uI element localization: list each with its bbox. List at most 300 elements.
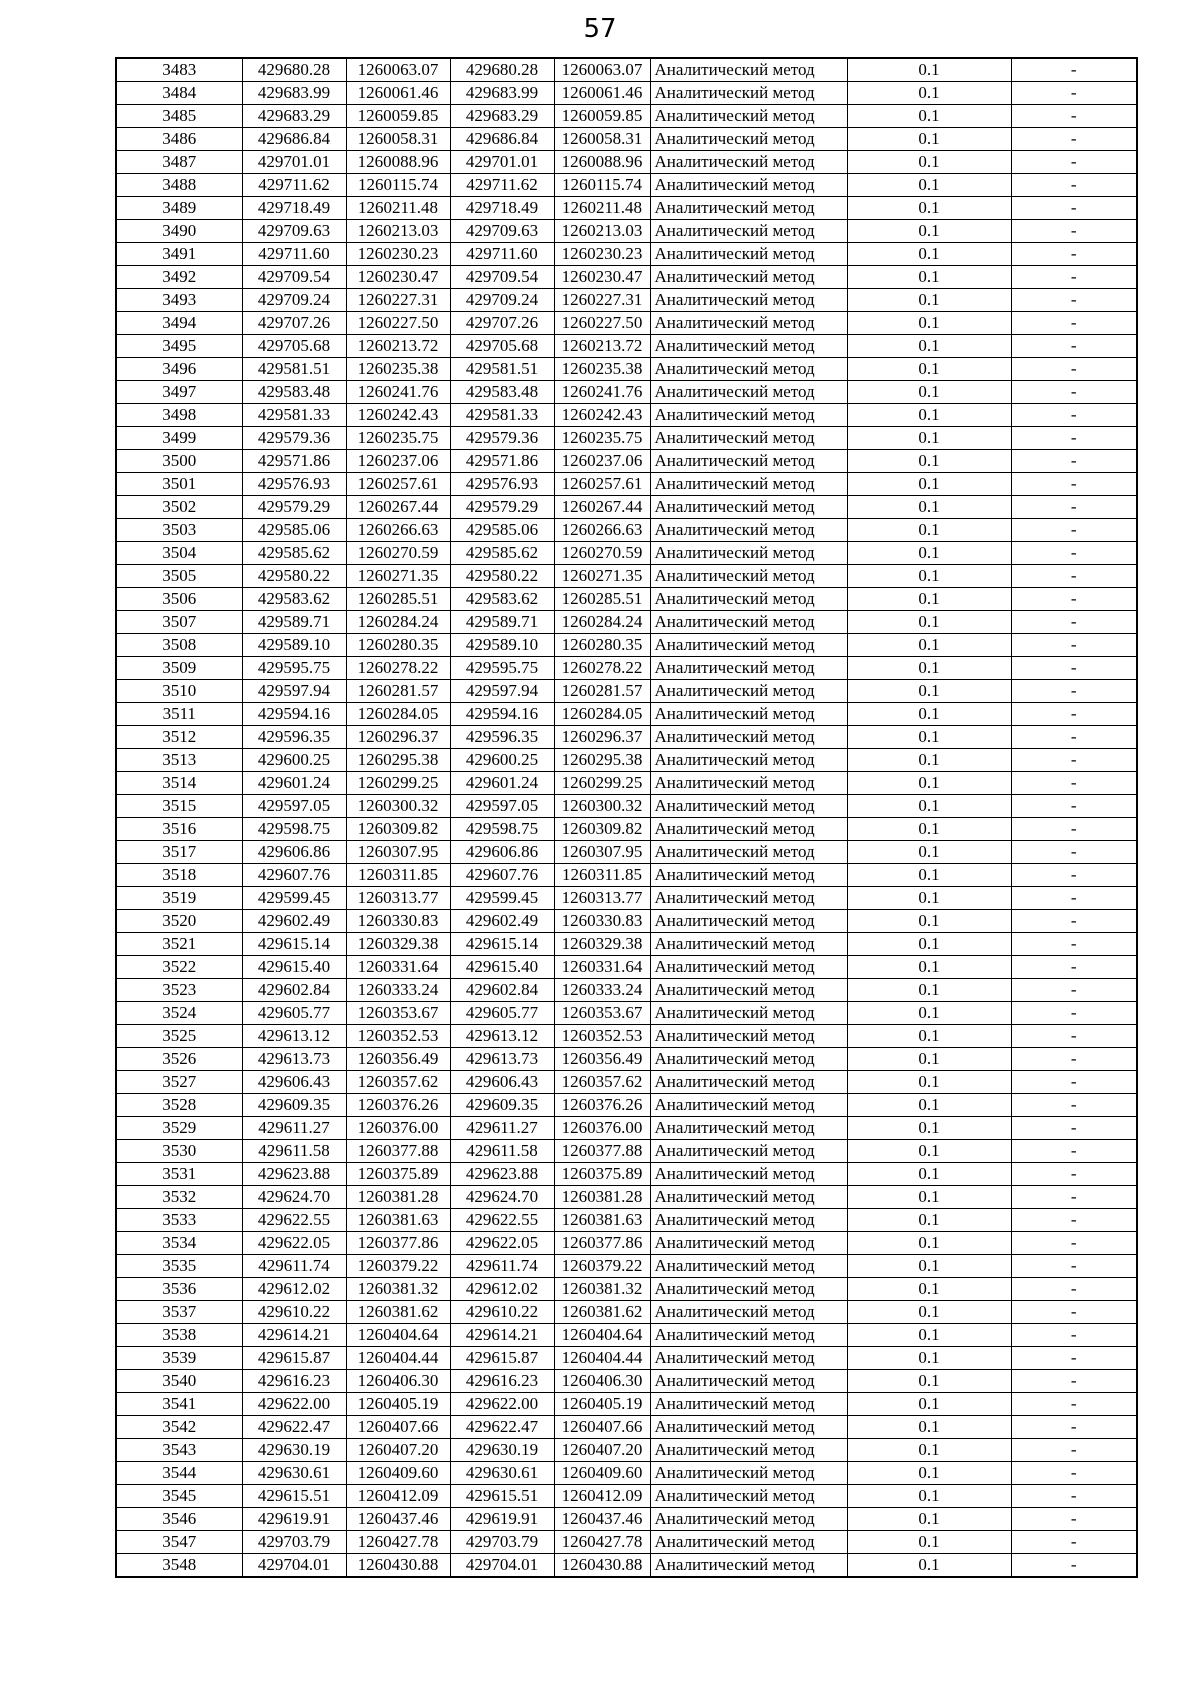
precision-cell: 0.1: [847, 565, 1011, 588]
y-old-cell: 1260257.61: [346, 473, 450, 496]
precision-cell: 0.1: [847, 795, 1011, 818]
point-number-cell: 3528: [116, 1094, 242, 1117]
precision-cell: 0.1: [847, 1278, 1011, 1301]
point-number-cell: 3543: [116, 1439, 242, 1462]
y-new-cell: 1260227.31: [554, 289, 650, 312]
point-number-cell: 3545: [116, 1485, 242, 1508]
point-number-cell: 3499: [116, 427, 242, 450]
precision-cell: 0.1: [847, 1347, 1011, 1370]
y-new-cell: 1260230.23: [554, 243, 650, 266]
precision-cell: 0.1: [847, 1462, 1011, 1485]
y-old-cell: 1260353.67: [346, 1002, 450, 1025]
method-cell: Аналитический метод: [650, 1186, 847, 1209]
y-old-cell: 1260331.64: [346, 956, 450, 979]
note-cell: -: [1011, 1508, 1137, 1531]
precision-cell: 0.1: [847, 979, 1011, 1002]
point-number-cell: 3508: [116, 634, 242, 657]
note-cell: -: [1011, 657, 1137, 680]
point-number-cell: 3541: [116, 1393, 242, 1416]
x-old-cell: 429711.62: [242, 174, 346, 197]
y-new-cell: 1260271.35: [554, 565, 650, 588]
x-old-cell: 429613.73: [242, 1048, 346, 1071]
x-new-cell: 429606.43: [450, 1071, 554, 1094]
note-cell: -: [1011, 979, 1137, 1002]
y-new-cell: 1260267.44: [554, 496, 650, 519]
table-row: [116, 1117, 1137, 1140]
note-cell: -: [1011, 404, 1137, 427]
point-number-cell: 3495: [116, 335, 242, 358]
y-old-cell: 1260063.07: [346, 58, 450, 82]
method-cell: Аналитический метод: [650, 1163, 847, 1186]
point-number-cell: 3524: [116, 1002, 242, 1025]
x-new-cell: 429718.49: [450, 197, 554, 220]
point-number-cell: 3484: [116, 82, 242, 105]
note-cell: -: [1011, 427, 1137, 450]
y-new-cell: 1260405.19: [554, 1393, 650, 1416]
y-old-cell: 1260379.22: [346, 1255, 450, 1278]
y-new-cell: 1260266.63: [554, 519, 650, 542]
y-old-cell: 1260058.31: [346, 128, 450, 151]
y-new-cell: 1260376.26: [554, 1094, 650, 1117]
method-cell: Аналитический метод: [650, 864, 847, 887]
y-new-cell: 1260241.76: [554, 381, 650, 404]
x-old-cell: 429686.84: [242, 128, 346, 151]
note-cell: -: [1011, 58, 1137, 82]
note-cell: -: [1011, 1002, 1137, 1025]
point-number-cell: 3509: [116, 657, 242, 680]
x-old-cell: 429622.05: [242, 1232, 346, 1255]
y-old-cell: 1260377.86: [346, 1232, 450, 1255]
precision-cell: 0.1: [847, 1508, 1011, 1531]
point-number-cell: 3538: [116, 1324, 242, 1347]
point-number-cell: 3493: [116, 289, 242, 312]
note-cell: -: [1011, 956, 1137, 979]
table-row: [116, 1301, 1137, 1324]
x-new-cell: 429616.23: [450, 1370, 554, 1393]
note-cell: -: [1011, 910, 1137, 933]
method-cell: Аналитический метод: [650, 1140, 847, 1163]
note-cell: -: [1011, 128, 1137, 151]
x-new-cell: 429613.73: [450, 1048, 554, 1071]
precision-cell: 0.1: [847, 542, 1011, 565]
table-row: [116, 1324, 1137, 1347]
precision-cell: 0.1: [847, 1071, 1011, 1094]
table-row: [116, 82, 1137, 105]
method-cell: Аналитический метод: [650, 1232, 847, 1255]
y-new-cell: 1260437.46: [554, 1508, 650, 1531]
note-cell: -: [1011, 151, 1137, 174]
y-new-cell: 1260284.05: [554, 703, 650, 726]
x-new-cell: 429606.86: [450, 841, 554, 864]
x-new-cell: 429597.94: [450, 680, 554, 703]
x-old-cell: 429585.06: [242, 519, 346, 542]
y-new-cell: 1260353.67: [554, 1002, 650, 1025]
precision-cell: 0.1: [847, 450, 1011, 473]
table-row: [116, 404, 1137, 427]
precision-cell: 0.1: [847, 381, 1011, 404]
y-old-cell: 1260211.48: [346, 197, 450, 220]
point-number-cell: 3548: [116, 1554, 242, 1578]
y-old-cell: 1260330.83: [346, 910, 450, 933]
x-new-cell: 429585.62: [450, 542, 554, 565]
point-number-cell: 3513: [116, 749, 242, 772]
y-old-cell: 1260266.63: [346, 519, 450, 542]
note-cell: -: [1011, 1140, 1137, 1163]
point-number-cell: 3547: [116, 1531, 242, 1554]
y-old-cell: 1260284.05: [346, 703, 450, 726]
note-cell: -: [1011, 680, 1137, 703]
point-number-cell: 3533: [116, 1209, 242, 1232]
x-old-cell: 429605.77: [242, 1002, 346, 1025]
x-new-cell: 429624.70: [450, 1186, 554, 1209]
x-new-cell: 429581.51: [450, 358, 554, 381]
note-cell: -: [1011, 1370, 1137, 1393]
method-cell: Аналитический метод: [650, 933, 847, 956]
note-cell: -: [1011, 772, 1137, 795]
point-number-cell: 3496: [116, 358, 242, 381]
point-number-cell: 3489: [116, 197, 242, 220]
note-cell: -: [1011, 1209, 1137, 1232]
method-cell: Аналитический метод: [650, 565, 847, 588]
x-old-cell: 429703.79: [242, 1531, 346, 1554]
precision-cell: 0.1: [847, 703, 1011, 726]
y-new-cell: 1260300.32: [554, 795, 650, 818]
x-new-cell: 429611.27: [450, 1117, 554, 1140]
note-cell: -: [1011, 634, 1137, 657]
table-row: [116, 473, 1137, 496]
method-cell: Аналитический метод: [650, 519, 847, 542]
note-cell: -: [1011, 197, 1137, 220]
method-cell: Аналитический метод: [650, 473, 847, 496]
y-new-cell: 1260376.00: [554, 1117, 650, 1140]
y-old-cell: 1260300.32: [346, 795, 450, 818]
precision-cell: 0.1: [847, 58, 1011, 82]
y-new-cell: 1260375.89: [554, 1163, 650, 1186]
precision-cell: 0.1: [847, 1439, 1011, 1462]
table-row: [116, 1393, 1137, 1416]
x-new-cell: 429615.14: [450, 933, 554, 956]
y-new-cell: 1260330.83: [554, 910, 650, 933]
x-new-cell: 429705.68: [450, 335, 554, 358]
table-row: [116, 1347, 1137, 1370]
y-new-cell: 1260227.50: [554, 312, 650, 335]
y-new-cell: 1260213.72: [554, 335, 650, 358]
point-number-cell: 3527: [116, 1071, 242, 1094]
precision-cell: 0.1: [847, 220, 1011, 243]
y-new-cell: 1260270.59: [554, 542, 650, 565]
y-old-cell: 1260376.00: [346, 1117, 450, 1140]
table-row: [116, 58, 1137, 82]
point-number-cell: 3494: [116, 312, 242, 335]
point-number-cell: 3520: [116, 910, 242, 933]
x-new-cell: 429615.87: [450, 1347, 554, 1370]
note-cell: -: [1011, 450, 1137, 473]
note-cell: -: [1011, 933, 1137, 956]
y-old-cell: 1260213.03: [346, 220, 450, 243]
y-old-cell: 1260296.37: [346, 726, 450, 749]
method-cell: Аналитический метод: [650, 772, 847, 795]
note-cell: -: [1011, 1048, 1137, 1071]
y-old-cell: 1260333.24: [346, 979, 450, 1002]
note-cell: -: [1011, 105, 1137, 128]
y-new-cell: 1260285.51: [554, 588, 650, 611]
x-old-cell: 429610.22: [242, 1301, 346, 1324]
y-new-cell: 1260061.46: [554, 82, 650, 105]
note-cell: -: [1011, 1255, 1137, 1278]
point-number-cell: 3487: [116, 151, 242, 174]
method-cell: Аналитический метод: [650, 726, 847, 749]
x-old-cell: 429683.99: [242, 82, 346, 105]
note-cell: -: [1011, 312, 1137, 335]
x-new-cell: 429612.02: [450, 1278, 554, 1301]
precision-cell: 0.1: [847, 151, 1011, 174]
x-old-cell: 429607.76: [242, 864, 346, 887]
precision-cell: 0.1: [847, 1416, 1011, 1439]
x-new-cell: 429613.12: [450, 1025, 554, 1048]
x-new-cell: 429599.45: [450, 887, 554, 910]
method-cell: Аналитический метод: [650, 312, 847, 335]
method-cell: Аналитический метод: [650, 634, 847, 657]
method-cell: Аналитический метод: [650, 588, 847, 611]
x-new-cell: 429686.84: [450, 128, 554, 151]
y-old-cell: 1260381.62: [346, 1301, 450, 1324]
y-new-cell: 1260213.03: [554, 220, 650, 243]
precision-cell: 0.1: [847, 1232, 1011, 1255]
point-number-cell: 3539: [116, 1347, 242, 1370]
table-row: [116, 864, 1137, 887]
method-cell: Аналитический метод: [650, 1370, 847, 1393]
table-row: [116, 542, 1137, 565]
point-number-cell: 3536: [116, 1278, 242, 1301]
x-new-cell: 429585.06: [450, 519, 554, 542]
y-old-cell: 1260227.50: [346, 312, 450, 335]
x-new-cell: 429622.55: [450, 1209, 554, 1232]
y-old-cell: 1260377.88: [346, 1140, 450, 1163]
precision-cell: 0.1: [847, 910, 1011, 933]
precision-cell: 0.1: [847, 588, 1011, 611]
x-new-cell: 429703.79: [450, 1531, 554, 1554]
y-new-cell: 1260059.85: [554, 105, 650, 128]
table-row: [116, 956, 1137, 979]
y-old-cell: 1260270.59: [346, 542, 450, 565]
y-new-cell: 1260284.24: [554, 611, 650, 634]
y-old-cell: 1260115.74: [346, 174, 450, 197]
y-old-cell: 1260376.26: [346, 1094, 450, 1117]
precision-cell: 0.1: [847, 289, 1011, 312]
y-old-cell: 1260311.85: [346, 864, 450, 887]
method-cell: Аналитический метод: [650, 1508, 847, 1531]
precision-cell: 0.1: [847, 1186, 1011, 1209]
table-row: [116, 1025, 1137, 1048]
y-new-cell: 1260381.28: [554, 1186, 650, 1209]
table-row: [116, 772, 1137, 795]
table-row: [116, 151, 1137, 174]
table-row: [116, 243, 1137, 266]
table-row: [116, 1094, 1137, 1117]
x-new-cell: 429680.28: [450, 58, 554, 82]
note-cell: -: [1011, 473, 1137, 496]
x-new-cell: 429683.99: [450, 82, 554, 105]
x-new-cell: 429580.22: [450, 565, 554, 588]
table-row: [116, 657, 1137, 680]
y-old-cell: 1260357.62: [346, 1071, 450, 1094]
method-cell: Аналитический метод: [650, 1485, 847, 1508]
precision-cell: 0.1: [847, 1025, 1011, 1048]
x-new-cell: 429581.33: [450, 404, 554, 427]
x-old-cell: 429630.19: [242, 1439, 346, 1462]
y-new-cell: 1260237.06: [554, 450, 650, 473]
precision-cell: 0.1: [847, 496, 1011, 519]
table-row: [116, 1462, 1137, 1485]
y-new-cell: 1260331.64: [554, 956, 650, 979]
point-number-cell: 3511: [116, 703, 242, 726]
x-old-cell: 429611.74: [242, 1255, 346, 1278]
table-row: [116, 427, 1137, 450]
x-new-cell: 429589.71: [450, 611, 554, 634]
precision-cell: 0.1: [847, 197, 1011, 220]
x-old-cell: 429711.60: [242, 243, 346, 266]
y-new-cell: 1260357.62: [554, 1071, 650, 1094]
point-number-cell: 3544: [116, 1462, 242, 1485]
precision-cell: 0.1: [847, 1531, 1011, 1554]
point-number-cell: 3540: [116, 1370, 242, 1393]
y-old-cell: 1260352.53: [346, 1025, 450, 1048]
precision-cell: 0.1: [847, 680, 1011, 703]
y-old-cell: 1260235.75: [346, 427, 450, 450]
method-cell: Аналитический метод: [650, 1324, 847, 1347]
note-cell: -: [1011, 1416, 1137, 1439]
y-old-cell: 1260088.96: [346, 151, 450, 174]
precision-cell: 0.1: [847, 1255, 1011, 1278]
method-cell: Аналитический метод: [650, 220, 847, 243]
y-old-cell: 1260281.57: [346, 680, 450, 703]
x-new-cell: 429704.01: [450, 1554, 554, 1578]
y-old-cell: 1260061.46: [346, 82, 450, 105]
x-old-cell: 429589.71: [242, 611, 346, 634]
y-new-cell: 1260278.22: [554, 657, 650, 680]
precision-cell: 0.1: [847, 1324, 1011, 1347]
method-cell: Аналитический метод: [650, 450, 847, 473]
note-cell: -: [1011, 1462, 1137, 1485]
x-old-cell: 429709.24: [242, 289, 346, 312]
y-old-cell: 1260278.22: [346, 657, 450, 680]
y-new-cell: 1260280.35: [554, 634, 650, 657]
precision-cell: 0.1: [847, 335, 1011, 358]
y-new-cell: 1260296.37: [554, 726, 650, 749]
x-new-cell: 429594.16: [450, 703, 554, 726]
y-old-cell: 1260307.95: [346, 841, 450, 864]
method-cell: Аналитический метод: [650, 58, 847, 82]
point-number-cell: 3490: [116, 220, 242, 243]
y-new-cell: 1260307.95: [554, 841, 650, 864]
point-number-cell: 3483: [116, 58, 242, 82]
method-cell: Аналитический метод: [650, 611, 847, 634]
y-old-cell: 1260280.35: [346, 634, 450, 657]
method-cell: Аналитический метод: [650, 243, 847, 266]
method-cell: Аналитический метод: [650, 289, 847, 312]
note-cell: -: [1011, 864, 1137, 887]
y-new-cell: 1260211.48: [554, 197, 650, 220]
method-cell: Аналитический метод: [650, 1531, 847, 1554]
y-new-cell: 1260379.22: [554, 1255, 650, 1278]
note-cell: -: [1011, 703, 1137, 726]
precision-cell: 0.1: [847, 128, 1011, 151]
x-new-cell: 429602.84: [450, 979, 554, 1002]
y-old-cell: 1260059.85: [346, 105, 450, 128]
y-old-cell: 1260242.43: [346, 404, 450, 427]
note-cell: -: [1011, 1531, 1137, 1554]
precision-cell: 0.1: [847, 726, 1011, 749]
x-old-cell: 429606.43: [242, 1071, 346, 1094]
point-number-cell: 3519: [116, 887, 242, 910]
x-new-cell: 429611.74: [450, 1255, 554, 1278]
table-row: [116, 1163, 1137, 1186]
x-old-cell: 429680.28: [242, 58, 346, 82]
point-number-cell: 3517: [116, 841, 242, 864]
x-new-cell: 429709.24: [450, 289, 554, 312]
precision-cell: 0.1: [847, 1554, 1011, 1578]
note-cell: -: [1011, 289, 1137, 312]
note-cell: -: [1011, 358, 1137, 381]
table-row: [116, 128, 1137, 151]
x-new-cell: 429709.63: [450, 220, 554, 243]
method-cell: Аналитический метод: [650, 151, 847, 174]
x-old-cell: 429606.86: [242, 841, 346, 864]
precision-cell: 0.1: [847, 1485, 1011, 1508]
table-row: [116, 933, 1137, 956]
x-old-cell: 429709.54: [242, 266, 346, 289]
table-row: [116, 887, 1137, 910]
y-new-cell: 1260257.61: [554, 473, 650, 496]
y-old-cell: 1260409.60: [346, 1462, 450, 1485]
point-number-cell: 3497: [116, 381, 242, 404]
table-row: [116, 519, 1137, 542]
method-cell: Аналитический метод: [650, 335, 847, 358]
precision-cell: 0.1: [847, 1301, 1011, 1324]
y-new-cell: 1260381.63: [554, 1209, 650, 1232]
y-old-cell: 1260407.66: [346, 1416, 450, 1439]
y-old-cell: 1260407.20: [346, 1439, 450, 1462]
x-new-cell: 429622.47: [450, 1416, 554, 1439]
precision-cell: 0.1: [847, 1163, 1011, 1186]
note-cell: -: [1011, 519, 1137, 542]
point-number-cell: 3491: [116, 243, 242, 266]
precision-cell: 0.1: [847, 749, 1011, 772]
method-cell: Аналитический метод: [650, 795, 847, 818]
point-number-cell: 3502: [116, 496, 242, 519]
y-old-cell: 1260381.32: [346, 1278, 450, 1301]
note-cell: -: [1011, 1347, 1137, 1370]
method-cell: Аналитический метод: [650, 956, 847, 979]
method-cell: Аналитический метод: [650, 1462, 847, 1485]
table-row: [116, 496, 1137, 519]
table-row: [116, 1232, 1137, 1255]
note-cell: -: [1011, 220, 1137, 243]
table-row: [116, 726, 1137, 749]
x-old-cell: 429600.25: [242, 749, 346, 772]
point-number-cell: 3515: [116, 795, 242, 818]
note-cell: -: [1011, 749, 1137, 772]
x-new-cell: 429615.51: [450, 1485, 554, 1508]
method-cell: Аналитический метод: [650, 496, 847, 519]
method-cell: Аналитический метод: [650, 105, 847, 128]
x-old-cell: 429619.91: [242, 1508, 346, 1531]
table-row: [116, 1531, 1137, 1554]
method-cell: Аналитический метод: [650, 542, 847, 565]
y-old-cell: 1260430.88: [346, 1554, 450, 1578]
method-cell: Аналитический метод: [650, 1439, 847, 1462]
x-old-cell: 429580.22: [242, 565, 346, 588]
